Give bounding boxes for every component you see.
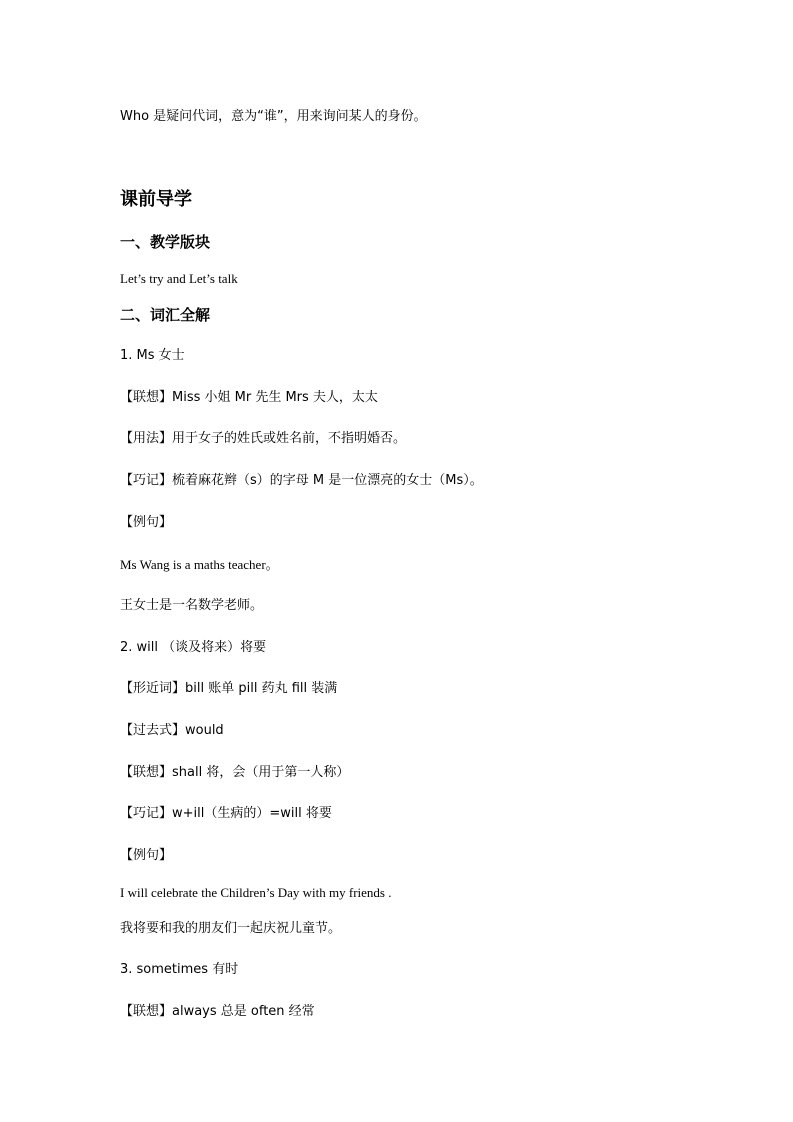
vocab-line: 王女士是一名数学老师。 — [120, 598, 264, 613]
vocab-line: Ms Wang is a maths teacher。 — [120, 557, 279, 572]
vocab-line: 【例句】 — [120, 515, 173, 530]
vocab-line: 【联想】Miss 小姐 Mr 先生 Mrs 夫人，太太 — [120, 390, 378, 405]
vocab-line: 3. sometimes 有时 — [120, 962, 239, 977]
part2-heading: 二、词汇全解 — [120, 306, 211, 324]
part1-heading: 一、教学版块 — [120, 233, 211, 251]
vocab-line: 【例句】 — [120, 848, 173, 863]
vocab-line: 【巧记】w+ill（生病的）=will 将要 — [120, 806, 332, 821]
vocab-line: 2. will （谈及将来）将要 — [120, 640, 267, 655]
vocab-line: 【联想】always 总是 often 经常 — [120, 1004, 315, 1019]
vocab-line: 【形近词】bill 账单 pill 药丸 fill 装满 — [120, 681, 338, 696]
vocab-line: 【用法】用于女子的姓氏或姓名前，不指明婚否。 — [120, 431, 407, 446]
vocab-line: 【联想】shall 将，会（用于第一人称） — [120, 765, 350, 780]
vocab-line: 【过去式】would — [120, 723, 224, 738]
part1-text: Let’s try and Let’s talk — [120, 271, 238, 286]
vocab-line: 1. Ms 女士 — [120, 348, 185, 363]
vocab-line: 我将要和我的朋友们一起庆祝儿童节。 — [120, 921, 342, 936]
vocab-line: I will celebrate the Children’s Day with my friends . — [120, 885, 392, 900]
vocab-line: 【巧记】梳着麻花辫（s）的字母 M 是一位漂亮的女士（Ms）。 — [120, 473, 483, 488]
section-title: 课前导学 — [120, 189, 192, 210]
intro-text: Who 是疑问代词，意为“谁”，用来询问某人的身份。 — [120, 109, 427, 124]
